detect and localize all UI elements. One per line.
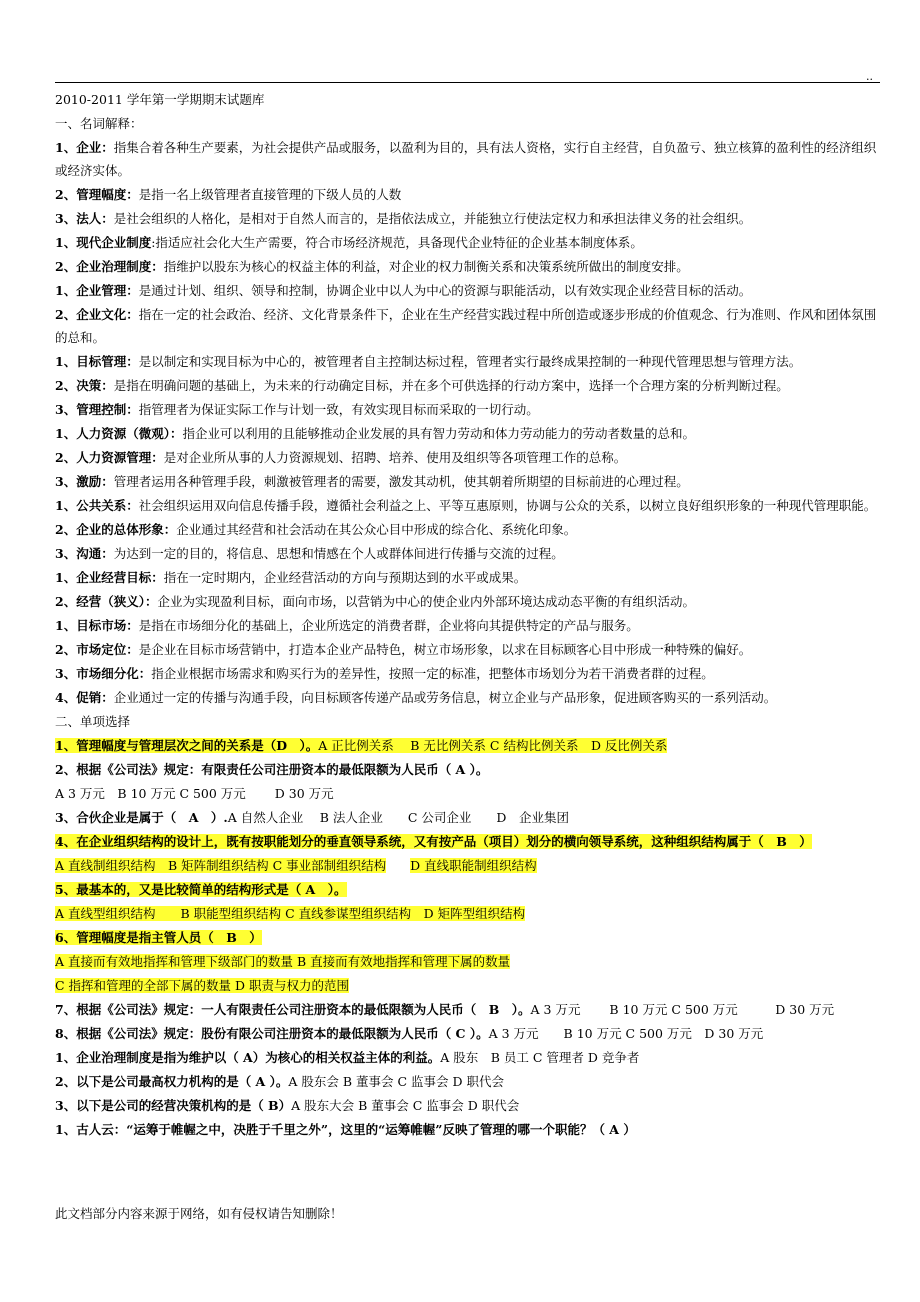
definition-term: 1、目标市场： — [55, 618, 139, 633]
definition-term: 4、促销： — [55, 690, 114, 705]
definition-term: 2、决策： — [55, 378, 114, 393]
header-rule — [55, 82, 880, 83]
question-stem: 6、管理幅度是指主管人员（ B ） — [55, 930, 262, 945]
question-item — [55, 998, 881, 1022]
footer-notice: 此文档部分内容来源于网络，如有侵权请告知删除！ — [55, 1206, 343, 1221]
question-options: A 直接而有效地指挥和管理下级部门的数量 B 直接而有效地指挥和管理下属的数量 — [55, 954, 511, 969]
definition-text: 企业通过一定的传播与沟通手段，向目标顾客传递产品或劳务信息，树立企业与产品形象，促进顾客购买的一系列活动。 — [113, 690, 777, 705]
definition-text: 企业为实现盈利目标，面向市场，以营销为中心的使企业内外部环境达成动态平衡的有组织活动。 — [157, 594, 695, 609]
definition-text: :指适应社会化大生产需要，符合市场经济规范，具备现代企业特征的企业基本制度体系。 — [151, 235, 643, 250]
definition-term: 1、人力资源（微观）： — [55, 426, 183, 441]
definition-item — [55, 542, 881, 566]
section-heading-choice: 二、单项选择 — [55, 714, 131, 729]
question-options: C 指挥和管理的全部下属的数量 D 职责与权力的范围 — [55, 978, 350, 993]
definition-text: 指企业根据市场需求和购买行为的差异性，按照一定的标准，把整体市场划分为若干消费者群的过程。 — [151, 666, 714, 681]
definition-text: 是指一名上级管理者直接管理的下级人员的人数 — [138, 187, 402, 202]
definition-term: 1、公共关系： — [55, 498, 139, 513]
definition-text: 是社会组织的人格化，是相对于自然人而言的，是指依法成立，并能独立行使法定权力和承担法律义务的社会组织。 — [113, 211, 752, 226]
definition-term: 3、法人： — [55, 211, 114, 226]
question-options: A 股东大会 B 董事会 C 监事会 D 职代会 — [291, 1098, 520, 1113]
definition-term: 2、市场定位： — [55, 642, 139, 657]
definition-item — [55, 183, 881, 207]
question-options: A 自然人企业 B 法人企业 C 公司企业 D 企业集团 — [227, 810, 569, 825]
page-corner-mark: .. — [866, 70, 873, 83]
definition-item — [55, 518, 881, 542]
definition-text: 是以制定和实现目标为中心的，被管理者自主控制达标过程，管理者实行最终成果控制的一种现代管理思想与管理方法。 — [138, 354, 802, 369]
definition-text: 是指在明确问题的基础上，为未来的行动确定目标，并在多个可供选择的行动方案中，选择一个合理方案的分析判断过程。 — [113, 378, 789, 393]
definition-term: 2、人力资源管理： — [55, 450, 164, 465]
definition-term: 1、企业： — [55, 140, 114, 155]
definition-text: 社会组织运用双向信息传播手段，遵循社会利益之上、平等互惠原则，协调与公众的关系，以树立良好组织形象的一种现代管理职能。 — [138, 498, 877, 513]
section-heading-definitions: 一、名词解释： — [55, 116, 143, 131]
definition-term: 2、企业治理制度： — [55, 259, 164, 274]
question-options: A 3 万元 B 10 万元 C 500 万元 D 30 万元 — [488, 1026, 764, 1041]
question-stem: 2、根据《公司法》规定：有限责任公司注册资本的最低限额为人民币（ A ）。 — [55, 762, 489, 777]
question-options: A 股东会 B 董事会 C 监事会 D 职代会 — [288, 1074, 504, 1089]
definition-item — [55, 207, 881, 231]
definition-text: 是对企业所从事的人力资源规划、招聘、培养、使用及组织等各项管理工作的总称。 — [163, 450, 627, 465]
definition-term: 3、沟通： — [55, 546, 114, 561]
definition-item — [55, 446, 881, 470]
definition-term: 3、市场细分化： — [55, 666, 152, 681]
definition-text: 指集合着各种生产要素，为社会提供产品或服务，以盈利为目的，具有法人资格，实行自主经营，自负盈亏、独立核算的盈利性的经济组织或经济实体。 — [55, 140, 877, 178]
question-stem: 7、根据《公司法》规定：一人有限责任公司注册资本的最低限额为人民币（ B ）。 — [55, 1002, 531, 1017]
question-item — [55, 1070, 881, 1094]
definition-text: 是企业在目标市场营销中，打造本企业产品特色，树立市场形象，以求在目标顾客心目中形成一种特殊的偏好。 — [138, 642, 752, 657]
question-stem: 8、根据《公司法》规定：股份有限公司注册资本的最低限额为人民币（ C ）。 — [55, 1026, 489, 1041]
definition-item — [55, 662, 881, 686]
question-stem: 2、以下是公司最高权力机构的是（ A ）。 — [55, 1074, 289, 1089]
definition-item — [55, 374, 881, 398]
definition-term: 2、管理幅度： — [55, 187, 139, 202]
question-stem: 5、最基本的，又是比较简单的结构形式是（ A ）。 — [55, 882, 347, 897]
definition-item — [55, 350, 881, 374]
definition-item — [55, 279, 881, 303]
definition-item — [55, 494, 881, 517]
definition-item — [55, 231, 881, 255]
definition-text: 指维护以股东为核心的权益主体的利益，对企业的权力制衡关系和决策系统所做出的制度安排。 — [163, 259, 689, 274]
definition-term: 2、经营（狭义）： — [55, 594, 158, 609]
definition-item — [55, 422, 881, 446]
question-stem: 1、管理幅度与管理层次之间的关系是（D ）。 — [55, 738, 319, 753]
question-item — [55, 806, 881, 830]
question-stem: 4、在企业组织结构的设计上，既有按职能划分的垂直领导系统，又有按产品（项目）划分的横向领导系统，这种组织结构属于（ B ） — [55, 834, 812, 849]
definition-item — [55, 638, 881, 662]
definition-text: 指在一定的社会政治、经济、文化背景条件下，企业在生产经营实践过程中所创造或逐步形成的价值观念、行为准则、作风和团体氛围的总和。 — [55, 307, 877, 345]
question-stem: 3、以下是公司的经营决策机构的是（ B） — [55, 1098, 292, 1113]
definition-item — [55, 566, 881, 590]
question-options: A 正比例关系 B 无比例关系 C 结构比例关系 D 反比例关系 — [318, 738, 668, 753]
definition-term: 2、企业文化： — [55, 307, 139, 322]
question-options: A 3 万元 B 10 万元 C 500 万元 D 30 万元 — [530, 1002, 835, 1017]
definition-item — [55, 136, 881, 182]
question-options: A 股东 B 员工 C 管理者 D 竞争者 — [440, 1050, 640, 1065]
definition-text: 是指在市场细分化的基础上，企业所选定的消费者群，企业将向其提供特定的产品与服务。 — [138, 618, 639, 633]
definition-item — [55, 686, 881, 710]
definition-term: 1、现代企业制度 — [55, 235, 152, 250]
definition-item — [55, 590, 881, 614]
question-item — [55, 734, 881, 758]
definition-text: 指在一定时期内，企业经营活动的方向与预期达到的水平或成果。 — [163, 570, 527, 585]
question-item — [55, 1022, 881, 1046]
definition-term: 1、目标管理： — [55, 354, 139, 369]
definition-item — [55, 470, 881, 494]
question-stem: 1、企业治理制度是指为维护以（ A）为核心的相关权益主体的利益。 — [55, 1050, 441, 1065]
question-highlight — [55, 738, 667, 753]
definition-text: 为达到一定的目的，将信息、思想和情感在个人或群体间进行传播与交流的过程。 — [113, 546, 564, 561]
definition-term: 1、企业管理： — [55, 283, 139, 298]
question-stem: 1、古人云：“运筹于帷幄之中，决胜于千里之外”，这里的“运筹帷幄”反映了管理的哪一个职能？（ A ） — [55, 1122, 636, 1137]
document-title: 2010-2011 学年第一学期期末试题库 — [55, 92, 265, 107]
definition-term: 3、管理控制： — [55, 402, 139, 417]
definition-item — [55, 398, 881, 422]
question-options: A 3 万元 B 10 万元 C 500 万元 D 30 万元 — [55, 786, 334, 801]
definition-item — [55, 614, 881, 638]
definition-item — [55, 303, 881, 349]
definition-text: 是通过计划、组织、领导和控制，协调企业中以人为中心的资源与职能活动，以有效实现企业经营目标的活动。 — [138, 283, 752, 298]
definition-item — [55, 255, 881, 279]
definition-text: 企业通过其经营和社会活动在其公众心目中形成的综合化、系统化印象。 — [176, 522, 577, 537]
question-options: A 直线制组织结构 B 矩阵制组织结构 C 事业部制组织结构 D 直线职能制组织结构 — [55, 858, 537, 873]
question-stem: 3、合伙企业是属于（ A ）. — [55, 810, 228, 825]
question-options: A 直线型组织结构 B 职能型组织结构 C 直线参谋型组织结构 D 矩阵型组织结构 — [55, 906, 526, 921]
definition-text: 指企业可以利用的且能够推动企业发展的具有智力劳动和体力劳动能力的劳动者数量的总和。 — [182, 426, 695, 441]
definition-text: 管理者运用各种管理手段，刺激被管理者的需要，激发其动机，使其朝着所期望的目标前进的心理过程。 — [113, 474, 689, 489]
definition-term: 1、企业经营目标： — [55, 570, 164, 585]
definition-term: 2、企业的总体形象： — [55, 522, 177, 537]
definitions-list — [55, 136, 881, 710]
question-item — [55, 1094, 881, 1118]
question-item — [55, 1118, 881, 1142]
question-item — [55, 1046, 881, 1070]
definition-term: 3、激励： — [55, 474, 114, 489]
document-body — [55, 88, 881, 1142]
definition-text: 指管理者为保证实际工作与计划一致，有效实现目标而采取的一切行动。 — [138, 402, 539, 417]
